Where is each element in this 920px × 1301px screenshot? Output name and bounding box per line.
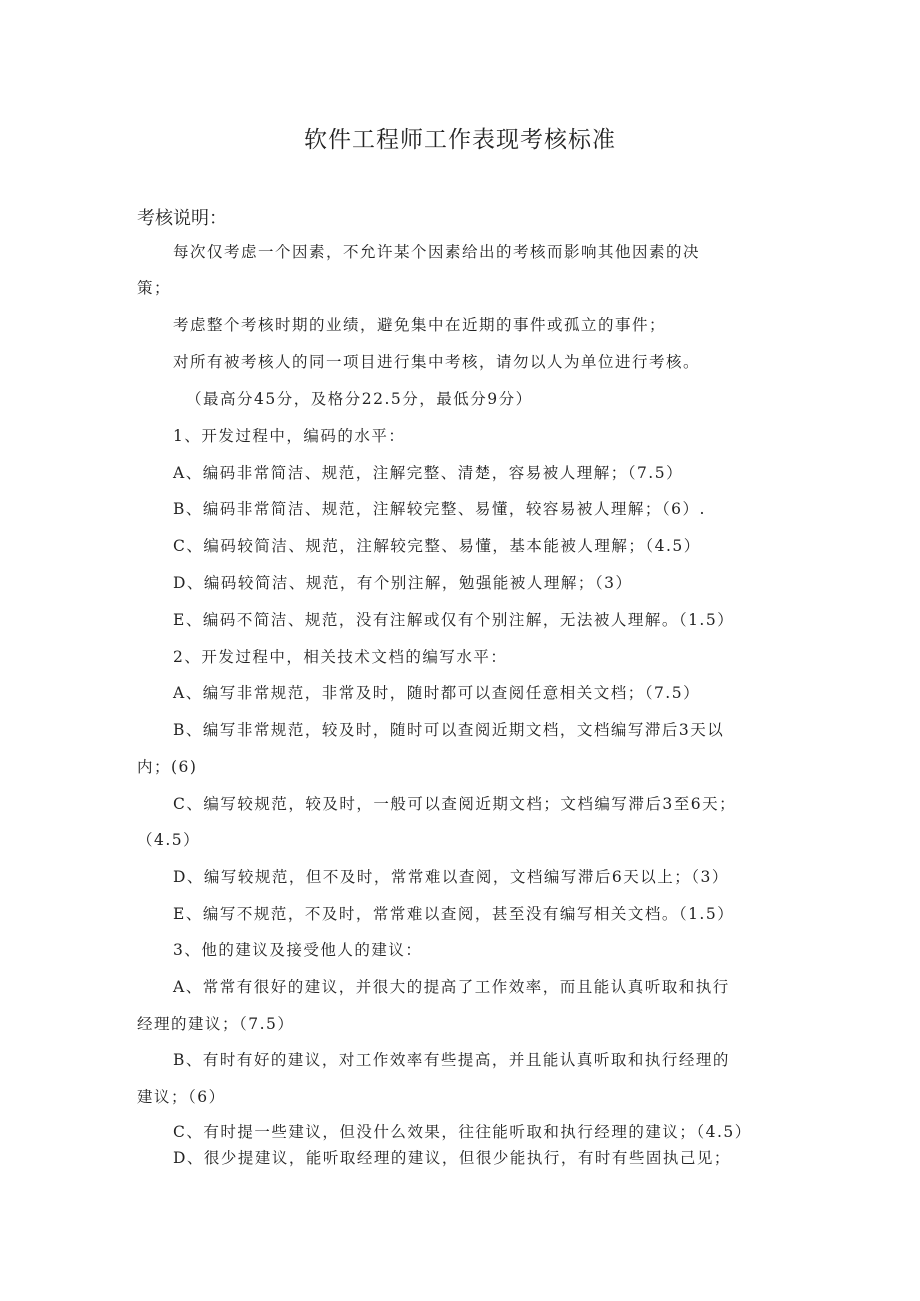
- section-heading: 3、他的建议及接受他人的建议：: [173, 941, 423, 959]
- section-heading: 1、开发过程中，编码的水平：: [173, 427, 406, 445]
- option-line: A、编码非常简洁、规范，注解完整、清楚，容易被人理解；（7.5）: [173, 464, 684, 482]
- option-line: B、编写非常规范，较及时，随时可以查阅近期文档，文档编写滞后3天以: [173, 721, 725, 739]
- document-title: 软件工程师工作表现考核标准: [304, 127, 616, 153]
- option-line: （4.5）: [137, 831, 201, 849]
- option-line: D、很少提建议，能听取经理的建议，但很少能执行，有时有些固执己见；: [173, 1149, 731, 1167]
- text-line: 考虑整个考核时期的业绩，避免集中在近期的事件或孤立的事件；: [173, 316, 667, 334]
- option-line: A、常常有很好的建议，并很大的提高了工作效率，而且能认真听取和执行: [173, 978, 730, 996]
- option-line: 经理的建议；（7.5）: [137, 1015, 295, 1033]
- option-line: C、编写较规范，较及时，一般可以查阅近期文档；文档编写滞后3至6天；: [173, 795, 737, 813]
- section-heading: 2、开发过程中，相关技术文档的编写水平：: [173, 648, 508, 666]
- option-line: C、有时提一些建议，但没什么效果，往往能听取和执行经理的建议；（4.5）: [173, 1123, 752, 1141]
- option-line: 建议；（6）: [137, 1088, 226, 1106]
- option-line: 内；(6): [137, 758, 198, 776]
- intro-heading: 考核说明：: [137, 208, 227, 229]
- score-note: （最高分45分，及格分22.5分，最低分9分）: [186, 390, 533, 408]
- text-line: 对所有被考核人的同一项目进行集中考核，请勿以人为单位进行考核。: [173, 353, 701, 371]
- option-line: E、编写不规范，不及时，常常难以查阅，甚至没有编写相关文档。（1.5）: [173, 905, 735, 923]
- text-line: 策；: [137, 279, 172, 297]
- option-line: C、编码较简洁、规范，注解较完整、易懂，基本能被人理解；（4.5）: [173, 537, 701, 555]
- option-line: E、编码不简洁、规范，没有注解或仅有个别注解，无法被人理解。（1.5）: [173, 611, 735, 629]
- option-line: D、编写较规范，但不及时，常常难以查阅，文档编写滞后6天以上；（3）: [173, 868, 729, 886]
- option-line: D、编码较简洁、规范，有个别注解，勉强能被人理解；（3）: [173, 574, 633, 592]
- text-line: 每次仅考虑一个因素，不允许某个因素给出的考核而影响其他因素的决: [173, 243, 701, 261]
- option-line: A、编写非常规范，非常及时，随时都可以查阅任意相关文档；（7.5）: [173, 684, 701, 702]
- option-line: B、有时有好的建议，对工作效率有些提高，并且能认真听取和执行经理的: [173, 1051, 730, 1069]
- option-line: B、编码非常简洁、规范，注解较完整、易懂，较容易被人理解；（6）.: [173, 500, 706, 518]
